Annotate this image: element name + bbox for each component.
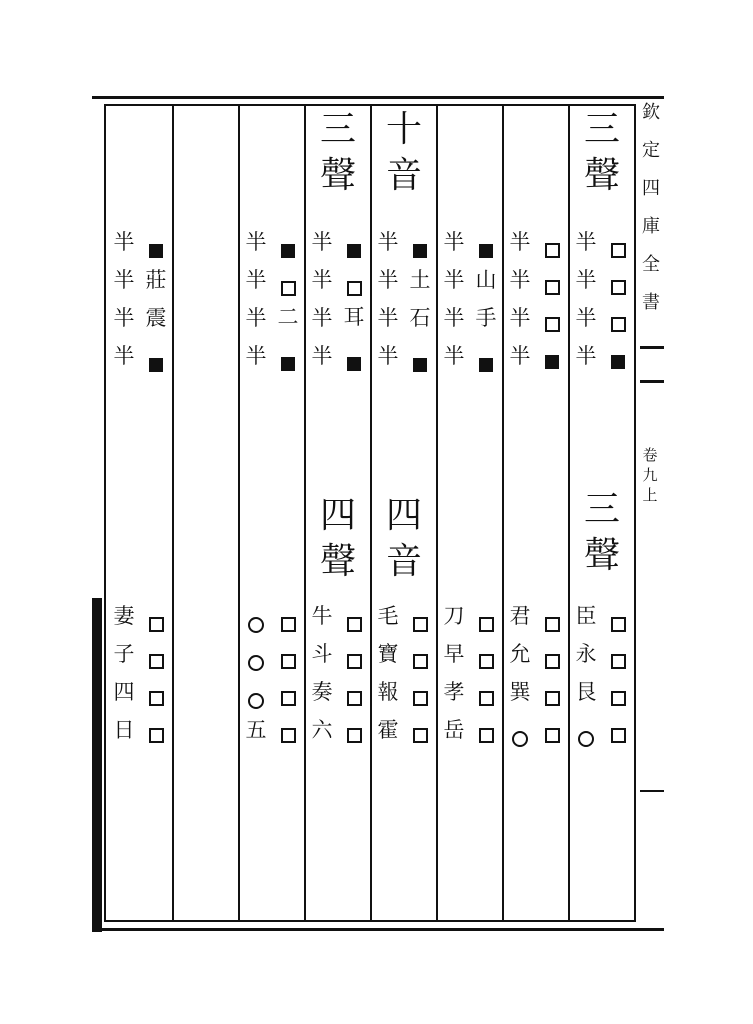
filled-box	[479, 358, 493, 372]
margin-fish-tail	[640, 346, 664, 349]
blank-box	[347, 728, 362, 743]
glyph: 早	[443, 642, 465, 666]
filled-box	[347, 244, 361, 258]
glyph: 半	[377, 230, 399, 254]
blank-box	[545, 243, 560, 258]
blank-box	[545, 617, 560, 632]
column-4-lower-marks	[406, 606, 434, 754]
glyph: 卷	[642, 446, 658, 464]
glyph: 半	[377, 306, 399, 330]
glyph: 永	[575, 642, 597, 666]
blank-box	[479, 728, 494, 743]
column-8-marks	[142, 232, 170, 384]
glyph: 半	[245, 230, 267, 254]
circle-mark	[248, 693, 264, 709]
blank-box	[479, 691, 494, 706]
glyph: 半	[245, 306, 267, 330]
glyph: 石	[409, 306, 431, 330]
bottom-rule	[92, 928, 664, 931]
glyph: 刀	[443, 604, 465, 628]
glyph: 四	[319, 495, 356, 536]
filled-box	[545, 355, 559, 369]
column-6-text	[242, 232, 270, 384]
glyph: 艮	[575, 680, 597, 704]
column-divider	[502, 104, 504, 922]
filled-box	[413, 244, 427, 258]
glyph: 牛	[311, 604, 333, 628]
column-1-marks	[604, 232, 632, 381]
glyph: 三	[319, 109, 356, 150]
glyph: 土	[409, 268, 431, 292]
glyph: 半	[245, 344, 267, 368]
left-inner-rule	[104, 104, 106, 922]
filled-box	[149, 358, 163, 372]
blank-box	[545, 317, 560, 332]
column-5-lower-marks	[340, 606, 368, 754]
glyph: 聲	[319, 155, 356, 196]
glyph: 報	[377, 680, 399, 704]
column-3-marks	[472, 232, 500, 384]
blank-box	[281, 617, 296, 632]
column-5-marks	[340, 232, 368, 383]
column-8-text	[110, 232, 138, 384]
circle-mark	[248, 655, 264, 671]
column-divider	[436, 104, 438, 922]
blank-box	[149, 728, 164, 743]
glyph: 莊	[145, 268, 167, 292]
blank-box	[545, 728, 560, 743]
glyph: 音	[385, 155, 422, 196]
glyph: 半	[575, 230, 597, 254]
column-divider	[568, 104, 570, 922]
column-5-heading	[314, 109, 362, 204]
column-8-lower-marks	[142, 606, 170, 754]
glyph: 臣	[575, 604, 597, 628]
column-4-heading	[380, 109, 428, 204]
filled-box	[281, 357, 295, 371]
glyph: 耳	[343, 305, 365, 329]
glyph: 震	[145, 306, 167, 330]
column-3-text	[440, 232, 468, 384]
glyph: 允	[509, 642, 531, 666]
column-6-lower-marks	[274, 606, 302, 754]
margin-juan	[638, 448, 662, 508]
blank-box	[347, 281, 362, 296]
margin-fish-tail	[640, 380, 664, 383]
column-6-lower-text	[242, 606, 270, 758]
glyph: 五	[245, 718, 267, 742]
glyph: 上	[642, 486, 658, 504]
margin-lower-rule	[640, 790, 664, 792]
column-2-lower-marks	[538, 606, 566, 754]
glyph: 半	[311, 306, 333, 330]
column-6-marks	[274, 232, 302, 383]
blank-box	[545, 280, 560, 295]
blank-box	[281, 281, 296, 296]
filled-box	[149, 244, 163, 258]
blank-box	[611, 243, 626, 258]
glyph: 妻	[113, 604, 135, 628]
circle-mark	[248, 617, 264, 633]
glyph: 半	[113, 230, 135, 254]
glyph: 半	[575, 306, 597, 330]
glyph: 山	[475, 268, 497, 292]
glyph: 半	[575, 344, 597, 368]
blank-box	[479, 617, 494, 632]
blank-box	[545, 691, 560, 706]
circle-mark	[512, 731, 528, 747]
glyph: 半	[113, 268, 135, 292]
glyph: 手	[475, 306, 497, 330]
filled-box	[347, 357, 361, 371]
blank-box	[611, 691, 626, 706]
blank-box	[479, 654, 494, 669]
blank-box	[347, 654, 362, 669]
blank-box	[611, 617, 626, 632]
glyph: 半	[509, 344, 531, 368]
glyph: 定	[642, 140, 660, 161]
glyph: 半	[311, 344, 333, 368]
column-2-text	[506, 232, 534, 384]
column-4-lower-text	[374, 606, 402, 758]
column-4-marks	[406, 232, 434, 384]
column-1-lower-marks	[604, 606, 632, 754]
glyph: 音	[385, 541, 422, 582]
blank-box	[611, 728, 626, 743]
glyph: 毛	[377, 604, 399, 628]
glyph: 寶	[377, 642, 399, 666]
glyph: 半	[509, 230, 531, 254]
glyph: 半	[443, 306, 465, 330]
glyph: 書	[642, 292, 660, 313]
glyph: 半	[575, 268, 597, 292]
column-5-lower-text	[308, 606, 336, 758]
margin-title	[636, 104, 666, 332]
column-2-lower-text	[506, 606, 534, 758]
glyph: 岳	[443, 718, 465, 742]
glyph: 半	[245, 268, 267, 292]
blank-box	[611, 317, 626, 332]
blank-box	[281, 691, 296, 706]
column-3-lower-marks	[472, 606, 500, 754]
glyph: 半	[377, 268, 399, 292]
glyph: 半	[509, 306, 531, 330]
column-3-lower-text	[440, 606, 468, 758]
glyph: 巽	[509, 680, 531, 704]
glyph: 全	[642, 254, 660, 275]
blank-box	[149, 654, 164, 669]
glyph: 三	[583, 109, 620, 150]
glyph: 欽	[642, 102, 660, 123]
glyph: 半	[113, 306, 135, 330]
blank-box	[413, 654, 428, 669]
glyph: 奏	[311, 680, 333, 704]
glyph: 三	[583, 489, 620, 530]
left-edge-rule	[92, 598, 102, 932]
blank-box	[281, 654, 296, 669]
column-1-lower-text	[572, 606, 600, 758]
blank-box	[413, 728, 428, 743]
glyph: 斗	[311, 642, 333, 666]
glyph: 聲	[319, 541, 356, 582]
glyph: 聲	[583, 535, 620, 576]
blank-box	[347, 691, 362, 706]
circle-mark	[578, 731, 594, 747]
column-4-text	[374, 232, 402, 384]
glyph: 霍	[377, 718, 399, 742]
glyph: 庫	[642, 216, 660, 237]
filled-box	[611, 355, 625, 369]
column-2-marks	[538, 232, 566, 381]
glyph: 半	[509, 268, 531, 292]
blank-box	[545, 654, 560, 669]
column-divider	[370, 104, 372, 922]
glyph: 子	[113, 642, 135, 666]
column-8-lower-text	[110, 606, 138, 758]
blank-box	[413, 691, 428, 706]
filled-box	[281, 244, 295, 258]
glyph: 九	[642, 466, 658, 484]
blank-box	[149, 691, 164, 706]
column-1-text	[572, 232, 600, 384]
glyph: 半	[377, 344, 399, 368]
column-divider	[172, 104, 174, 922]
column-1-subheading	[578, 489, 626, 584]
column-5-text	[308, 232, 336, 384]
glyph: 半	[443, 344, 465, 368]
blank-box	[149, 617, 164, 632]
glyph: 二	[277, 305, 299, 329]
column-5-subheading	[314, 495, 362, 590]
glyph: 半	[443, 268, 465, 292]
glyph: 聲	[583, 155, 620, 196]
blank-box	[347, 617, 362, 632]
top-rule	[92, 96, 664, 99]
glyph: 半	[443, 230, 465, 254]
glyph: 君	[509, 604, 531, 628]
column-4-subheading	[380, 495, 428, 590]
glyph: 日	[113, 718, 135, 742]
blank-box	[413, 617, 428, 632]
blank-box	[611, 654, 626, 669]
filled-box	[413, 358, 427, 372]
glyph: 孝	[443, 680, 465, 704]
column-1-heading	[578, 109, 626, 204]
blank-box	[281, 728, 296, 743]
filled-box	[479, 244, 493, 258]
glyph: 半	[311, 268, 333, 292]
blank-box	[611, 280, 626, 295]
glyph: 四	[642, 178, 660, 199]
column-divider	[238, 104, 240, 922]
glyph: 十	[385, 109, 422, 150]
glyph: 六	[311, 718, 333, 742]
glyph: 半	[311, 230, 333, 254]
glyph: 四	[385, 495, 422, 536]
column-divider	[304, 104, 306, 922]
glyph: 四	[113, 680, 135, 704]
glyph: 半	[113, 344, 135, 368]
